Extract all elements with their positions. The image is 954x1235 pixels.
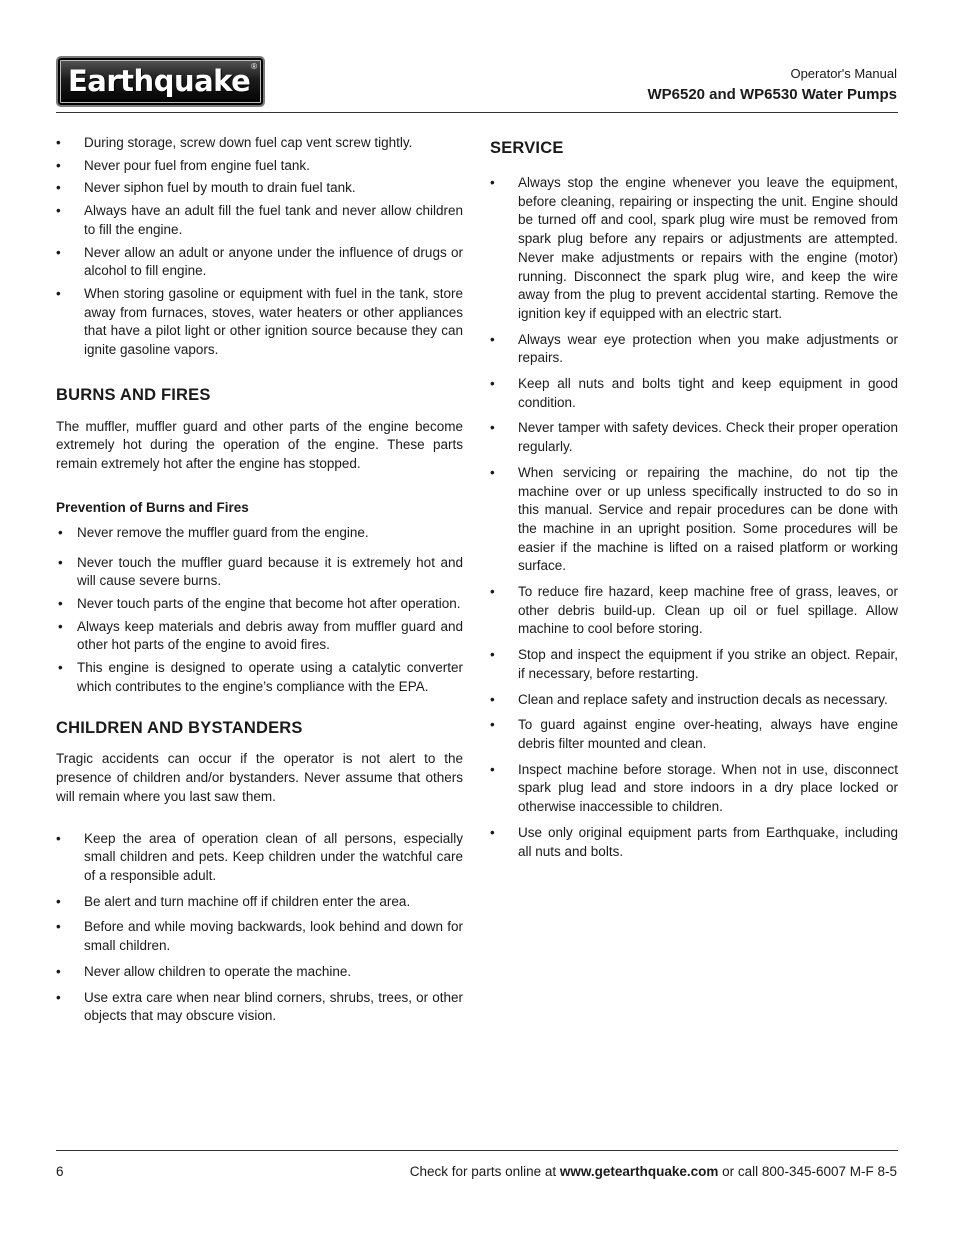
footer-text-prefix: Check for parts online at [409, 1164, 560, 1179]
list-item [56, 244, 463, 281]
list-item-text: Be alert and turn machine off if children enter the area. [84, 893, 411, 909]
list-item-text: To guard against engine over-heating, always have engine debris filter mounted and clean. [518, 717, 898, 751]
list-item [56, 134, 463, 153]
right-column [490, 134, 898, 868]
list-item [56, 202, 463, 239]
bullet-icon: • [490, 331, 495, 347]
bullet-icon: • [56, 989, 61, 1005]
list-item [56, 595, 463, 614]
bullet-icon: • [56, 963, 61, 979]
bullet-icon: • [490, 761, 495, 777]
list-item [56, 524, 463, 543]
burns-subheading: Prevention of Burns and Fires [56, 499, 249, 515]
children-paragraph: Tragic accidents can occur if the operator is not alert to the presence of children and/or bystanders. Never assume that others will remain where you last saw them. [56, 751, 463, 804]
list-item [56, 830, 463, 886]
parts-website-link[interactable]: www.getearthquake.com [559, 1164, 719, 1179]
bullet-icon: • [490, 824, 495, 840]
list-item [490, 761, 898, 817]
list-item-text: Never siphon fuel by mouth to drain fuel tank. [84, 180, 356, 196]
footer-divider [56, 1150, 898, 1151]
bullet-icon: • [58, 554, 63, 570]
burns-heading: BURNS AND FIRES [56, 385, 211, 404]
list-item [56, 179, 463, 198]
fuel-safety-list [56, 134, 463, 360]
service-list [490, 174, 898, 861]
list-item-text: To reduce fire hazard, keep machine free of grass, leaves, or other debris build-up. Clean up oil or fuel spillage. Allow machine to cool before storing. [518, 584, 898, 637]
list-item-text: Always have an adult fill the fuel tank and never allow children to fill the engine. [84, 203, 463, 237]
list-item-text: When storing gasoline or equipment with fuel in the tank, store away from furnaces, stoves, water heaters or other appliances that have a pilot light or other ignition source because they can ignite gasoline vapors. [84, 285, 463, 358]
list-item-text: Always stop the engine whenever you leave the equipment, before cleaning, repairing or inspecting the unit. Engine should be turned off and cool, spark plug wire must be removed from spark plug before any repairs or adjustments are attempted. Never make adjustments or repairs with the engine (motor) running. Disconnect the spark plug wire, and keep the wire away from the plug to prevent accidental starting. Remove the ignition key if equipped with an electric start. [518, 175, 898, 321]
list-item-text: This engine is designed to operate using a catalytic converter which contributes to the engine’s compliance with the EPA. [77, 660, 463, 694]
list-item-text: Never touch parts of the engine that become hot after operation. [77, 595, 461, 611]
bullet-icon: • [56, 157, 61, 173]
list-item [56, 893, 463, 912]
list-item [490, 716, 898, 753]
page-number: 6 [56, 1164, 64, 1179]
list-item [490, 174, 898, 324]
list-item-text: Clean and replace safety and instruction decals as necessary. [518, 691, 888, 707]
list-item-text: Keep all nuts and bolts tight and keep equipment in good condition. [518, 376, 898, 410]
bullet-icon: • [56, 203, 61, 219]
bullet-icon: • [490, 584, 495, 600]
list-item [56, 963, 463, 982]
list-item-text: Inspect machine before storage. When not in use, disconnect spark plug lead and store indoors in a dry place locked or otherwise inaccessible to children. [518, 761, 898, 815]
list-item [490, 419, 898, 456]
bullet-icon: • [56, 893, 61, 909]
list-item [490, 464, 898, 576]
bullet-icon: • [58, 524, 63, 540]
list-item [56, 989, 463, 1026]
footer-text [410, 1164, 897, 1179]
registered-mark: ® [251, 62, 257, 71]
children-heading: CHILDREN AND BYSTANDERS [56, 719, 303, 738]
burns-prevention-list [56, 524, 463, 697]
list-item [56, 918, 463, 955]
bullet-icon: • [56, 285, 61, 301]
logo-text: Earthquake [68, 64, 251, 98]
bullet-icon: • [490, 376, 495, 392]
list-item-text: Use extra care when near blind corners, shrubs, trees, or other objects that may obscure vision. [84, 989, 463, 1024]
list-item-text: Keep the area of operation clean of all persons, especially small children and pets. Keep children under the watchful care of a responsible adult. [84, 830, 463, 883]
bullet-icon: • [490, 717, 495, 733]
list-item-text: During storage, screw down fuel cap vent screw tightly. [84, 135, 413, 150]
manual-label: Operator's Manual [790, 66, 897, 81]
list-item [490, 824, 898, 861]
list-item [490, 375, 898, 412]
bullet-icon: • [58, 595, 63, 611]
bullet-icon: • [490, 647, 495, 663]
bullet-icon: • [490, 175, 495, 190]
list-item-text: Never tamper with safety devices. Check their proper operation regularly. [518, 420, 898, 455]
earthquake-logo [56, 56, 265, 107]
list-item [56, 157, 463, 176]
list-item [56, 659, 463, 696]
left-column [56, 134, 463, 1033]
list-item-text: When servicing or repairing the machine, do not tip the machine over or up unless specifically instructed to do so in this manual. Service and repair procedures can be done with the machine in an upright position. Some procedures will be easier if the machine is lifted on a raised platform or working surface. [518, 464, 898, 574]
bullet-icon: • [56, 135, 61, 150]
list-item-text: Use only original equipment parts from Earthquake, including all nuts and bolts. [518, 824, 898, 859]
bullet-icon: • [56, 180, 61, 196]
list-item-text: Never touch the muffler guard because it is extremely hot and will cause severe burns. [77, 554, 463, 589]
bullet-icon: • [56, 919, 61, 935]
list-item [490, 583, 898, 639]
list-item [490, 691, 898, 710]
list-item [490, 646, 898, 683]
list-item-text: Always wear eye protection when you make adjustments or repairs. [518, 331, 898, 366]
burns-paragraph: The muffler, muffler guard and other parts of the engine become extremely hot during the operation of the engine. These parts remain extremely hot after the engine has stopped. [56, 418, 463, 472]
header-divider [56, 112, 898, 113]
bullet-icon: • [490, 464, 495, 480]
list-item [56, 618, 463, 655]
list-item [490, 331, 898, 368]
list-item-text: Stop and inspect the equipment if you strike an object. Repair, if necessary, before restarting. [518, 647, 898, 681]
bullet-icon: • [490, 691, 495, 707]
bullet-icon: • [56, 244, 61, 260]
bullet-icon: • [58, 618, 63, 634]
model-title: WP6520 and WP6530 Water Pumps [647, 86, 897, 103]
children-list [56, 830, 463, 1026]
bullet-icon: • [56, 830, 61, 846]
list-item-text: Never allow children to operate the machine. [84, 963, 352, 979]
list-item-text: Always keep materials and debris away from muffler guard and other hot parts of the engine to avoid fires. [77, 618, 463, 653]
list-item-text: Never remove the muffler guard from the engine. [77, 524, 369, 540]
bullet-icon: • [490, 420, 495, 436]
footer-text-suffix: or call 800-345-6007 M-F 8-5 [718, 1164, 897, 1179]
list-item-text: Before and while moving backwards, look behind and down for small children. [84, 919, 463, 954]
list-item-text: Never allow an adult or anyone under the influence of drugs or alcohol to fill engine. [84, 244, 463, 279]
bullet-icon: • [58, 660, 63, 676]
service-heading: SERVICE [490, 139, 564, 157]
list-item [56, 554, 463, 591]
list-item [56, 285, 463, 360]
list-item-text: Never pour fuel from engine fuel tank. [84, 157, 310, 173]
